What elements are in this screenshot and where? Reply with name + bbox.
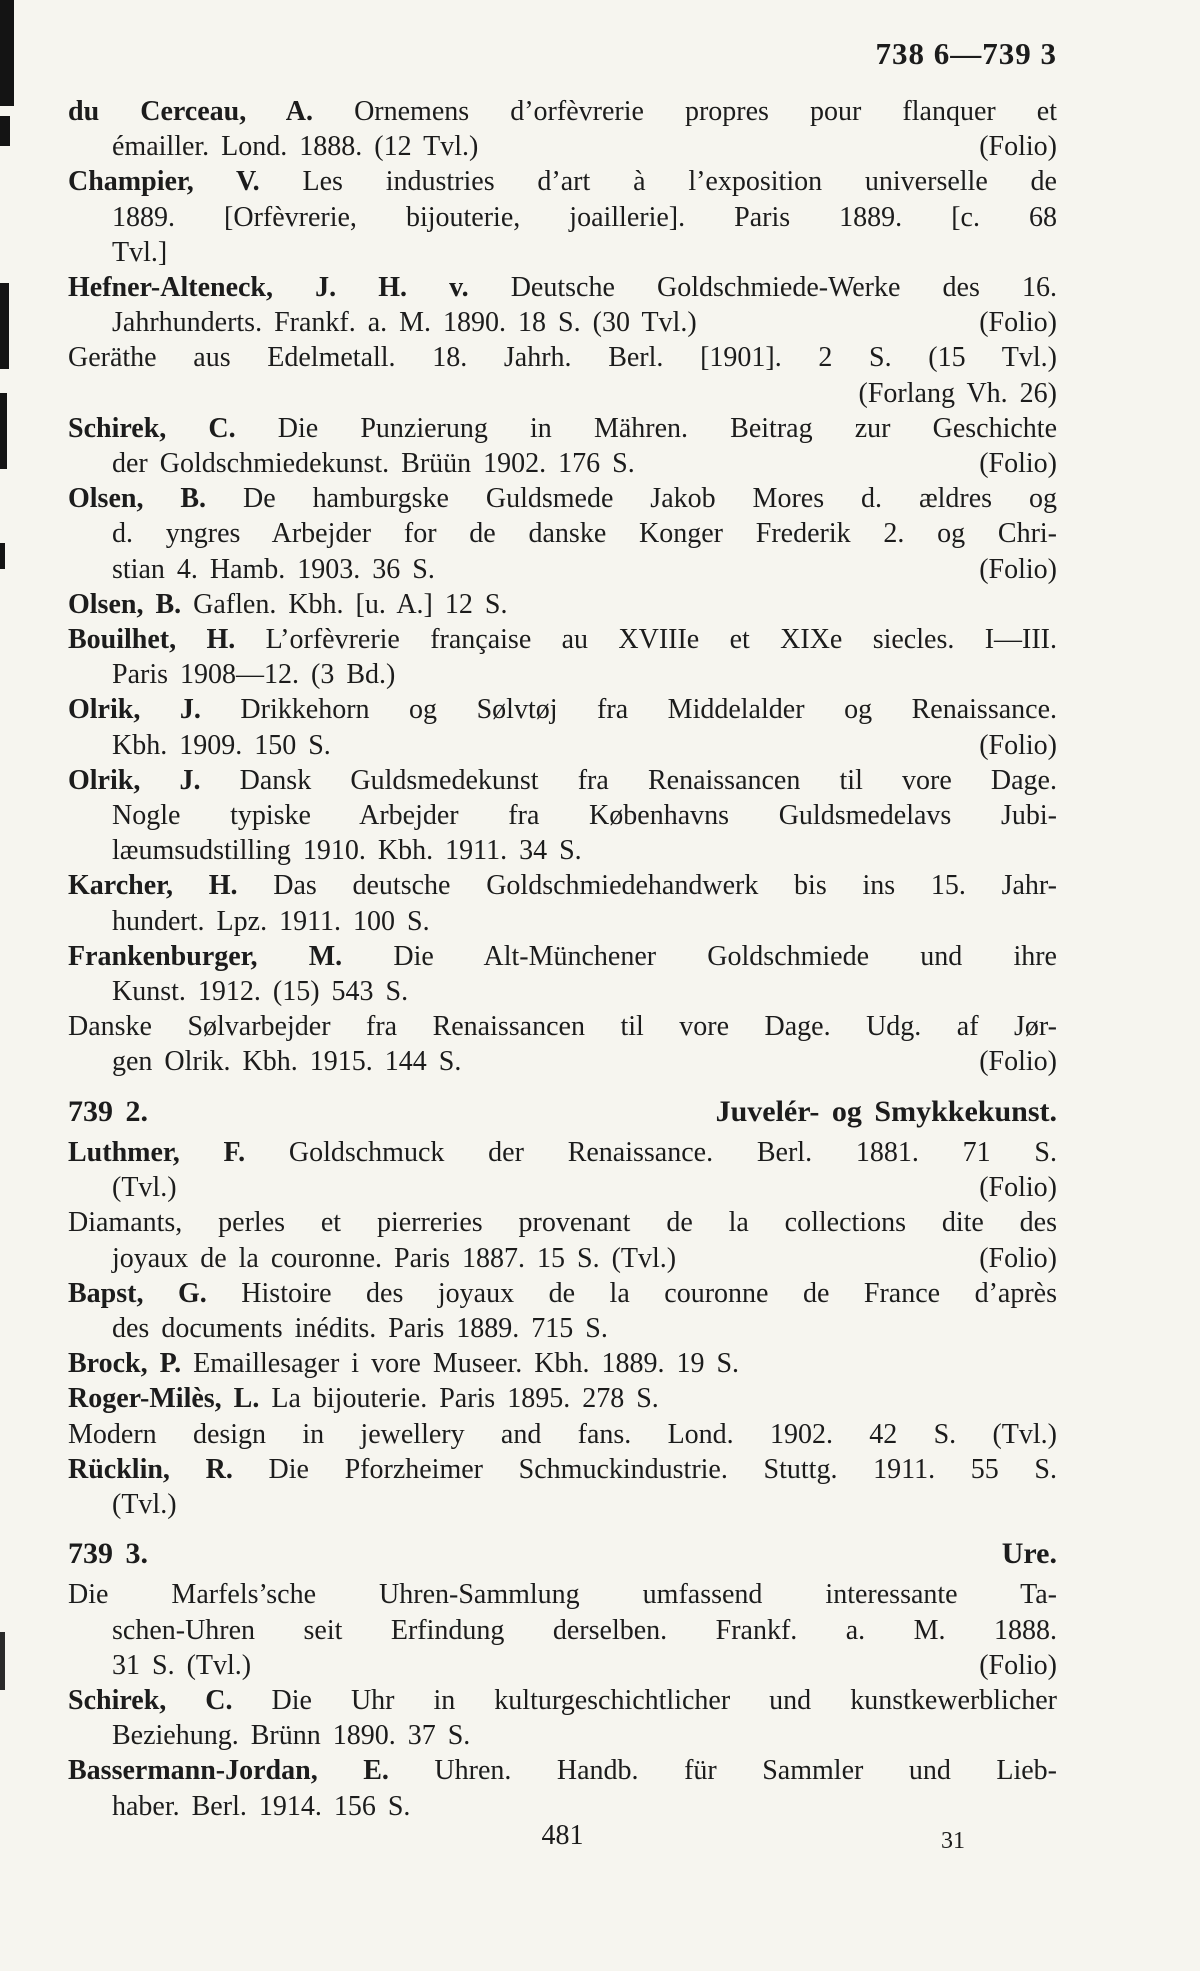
entry-line [68, 411, 1057, 446]
entry-text [112, 1241, 676, 1276]
entry-text: Danske Sølvarbejder fra Renaissancen til vore Dage. Udg. af Jør- [68, 1011, 1057, 1043]
entry-line [68, 164, 1057, 199]
entry-text: Jahrhunderts. Frankf. a. M. 1890. 18 S. (30 Tvl.) [112, 307, 697, 339]
entry-text [112, 446, 635, 481]
entry-line [68, 1577, 1057, 1612]
entry-text: stian 4. Hamb. 1903. 36 S. [112, 553, 435, 585]
author-name: Roger-Milès, L. [68, 1383, 260, 1415]
running-head-classmark: 738 6—739 3 [875, 36, 1057, 71]
entry-text: der Goldschmiedekunst. Brüün 1902. 176 S. [112, 448, 635, 480]
entry-text: Ornemens d’orfèvrerie propres pour flanquer et [312, 96, 1057, 127]
author-name: Bassermann-Jordan, E. [68, 1755, 389, 1787]
author-name: Schirek, C. [68, 412, 236, 444]
entry-text: Die Alt-Münchener Goldschmiede und ihre [342, 940, 1057, 972]
section-heading [68, 1536, 1057, 1571]
entry-text: Kbh. 1909. 150 S. [112, 729, 331, 761]
entry-text: Gaflen. Kbh. [u. A.] 12 S. [181, 588, 508, 620]
entry-text: Die Pforzheimer Schmuckindustrie. Stuttg. 1911. 55 S. [232, 1453, 1057, 1485]
author-name: Hefner-Alteneck, J. H. v. [68, 272, 469, 304]
entry-line [68, 904, 1057, 939]
format-note: (Folio) [979, 729, 1057, 761]
entry-line [68, 692, 1057, 727]
printer-signature: 31 [941, 1828, 965, 1854]
section-title: Ure. [1001, 1537, 1057, 1571]
entry-text [112, 305, 697, 340]
entry-line [68, 833, 1057, 868]
entry-line [68, 1753, 1057, 1788]
entry-line [68, 481, 1057, 516]
entry-line [68, 1205, 1057, 1240]
entry-text: L’orfèvrerie française au XVIIIe et XIXe siecles. I—III. [235, 624, 1057, 656]
entry-text [112, 1170, 177, 1205]
entry-line [68, 1276, 1057, 1311]
format-note: (Folio) [979, 448, 1057, 480]
format-note: (Folio) [979, 1046, 1057, 1078]
entry-text: Histoire des joyaux de la couronne de France d’après [206, 1277, 1058, 1309]
entry-text: schen-Uhren seit Erfindung derselben. Frankf. a. M. 1888. [112, 1614, 1057, 1646]
entry-line [68, 1648, 1057, 1683]
entry-text: Die Marfels’sche Uhren-Sammlung umfassend interessante Ta- [68, 1579, 1057, 1611]
entry-text [112, 1044, 461, 1079]
entry-line [68, 1487, 1057, 1522]
entry-text: Uhren. Handb. für Sammler und Lieb- [388, 1755, 1057, 1787]
entry-line [68, 939, 1057, 974]
entry-text: Paris 1908—12. (3 Bd.) [112, 659, 396, 691]
entry-line [68, 587, 1057, 622]
format-note: (Forlang Vh. 26) [858, 377, 1057, 409]
entry-text: De hamburgske Guldsmede Jakob Mores d. ældres og [206, 483, 1057, 515]
entry-text: Das deutsche Goldschmiedehandwerk bis ins 15. Jahr- [237, 870, 1058, 902]
entry-text [112, 129, 478, 164]
author-name: Karcher, H. [68, 870, 238, 902]
entry-text: Modern design in jewellery and fans. Lond. 1902. 42 S. (Tvl.) [68, 1418, 1057, 1450]
entry-text: læumsudstilling 1910. Kbh. 1911. 34 S. [112, 835, 582, 867]
entry-text: Drikkehorn og Sølvtøj fra Middelalder og Renaissance. [200, 694, 1057, 726]
entry-text: gen Olrik. Kbh. 1915. 144 S. [112, 1046, 462, 1078]
entry-text: 1889. [Orfèvrerie, bijouterie, joaillerie]. Paris 1889. [c. 68 [112, 201, 1057, 233]
entry-line [68, 1044, 1057, 1079]
format-note: (Folio) [979, 553, 1057, 585]
entry-line [68, 1381, 1057, 1416]
entry-text: Nogle typiske Arbejder fra Københavns Guldsmedelavs Jubi- [112, 800, 1057, 832]
bibliography-entries [68, 94, 1057, 1824]
entry-text: Geräthe aus Edelmetall. 18. Jahrh. Berl. [1901]. 2 S. (15 Tvl.) [68, 342, 1057, 374]
entry-line [68, 1452, 1057, 1487]
author-name: Olrik, J. [68, 694, 201, 726]
entry-line [68, 1613, 1057, 1648]
entry-line [68, 763, 1057, 798]
format-note: (Folio) [979, 1649, 1057, 1681]
format-note: (Folio) [979, 131, 1057, 163]
entry-text: haber. Berl. 1914. 156 S. [112, 1790, 411, 1822]
entry-line [68, 1683, 1057, 1718]
section-title: Juvelér- og Smykkekunst. [715, 1094, 1057, 1128]
entry-line [68, 376, 1057, 411]
entry-line [68, 340, 1057, 375]
author-name: Olrik, J. [68, 764, 201, 796]
entry-line [68, 94, 1057, 129]
entry-text: Dansk Guldsmedekunst fra Renaissancen til vore Dage. [200, 764, 1057, 796]
entry-text: émailler. Lond. 1888. (12 Tvl.) [112, 131, 479, 163]
entry-line [68, 1009, 1057, 1044]
entry-line [68, 552, 1057, 587]
entry-line [68, 516, 1057, 551]
author-name: Frankenburger, M. [68, 940, 343, 972]
entry-text: (Tvl.) [112, 1172, 177, 1204]
entry-line [68, 657, 1057, 692]
author-name: Schirek, C. [68, 1684, 233, 1716]
entry-line [68, 1417, 1057, 1452]
entry-line [68, 1135, 1057, 1170]
author-name: 739 3. [68, 1537, 148, 1571]
entry-line [68, 200, 1057, 235]
entry-line [68, 1170, 1057, 1205]
author-name: Brock, P. [68, 1348, 182, 1380]
entry-line [68, 446, 1057, 481]
format-note: (Folio) [979, 1172, 1057, 1204]
entry-text [68, 1536, 148, 1571]
entry-line [68, 974, 1057, 1009]
entry-text [112, 728, 331, 763]
entry-line [68, 1346, 1057, 1381]
entry-line [68, 129, 1057, 164]
entry-line [68, 798, 1057, 833]
entry-text: Beziehung. Brünn 1890. 37 S. [112, 1720, 471, 1752]
entry-text: Kunst. 1912. (15) 543 S. [112, 976, 409, 1008]
author-name: 739 2. [68, 1094, 148, 1128]
author-name: Olsen, B. [68, 588, 182, 620]
entry-text [112, 552, 435, 587]
entry-text: 31 S. (Tvl.) [112, 1649, 252, 1681]
entry-text: Deutsche Goldschmiede-Werke des 16. [468, 272, 1057, 304]
entry-text: (Tvl.) [112, 1488, 177, 1520]
entry-line [68, 305, 1057, 340]
entry-text [112, 1648, 251, 1683]
entry-text: des documents inédits. Paris 1889. 715 S. [112, 1312, 608, 1344]
entry-line [68, 728, 1057, 763]
author-name: Bapst, G. [68, 1277, 207, 1309]
entry-text: Die Uhr in kulturgeschichtlicher und kunstkewerblicher [232, 1684, 1058, 1716]
author-name: du Cerceau, A. [68, 96, 313, 127]
page-number: 481 [541, 1820, 584, 1851]
author-name: Luthmer, F. [68, 1136, 246, 1168]
format-note: (Folio) [979, 1242, 1057, 1274]
entry-line [68, 235, 1057, 270]
scan-artifact [0, 543, 5, 569]
entry-text: Goldschmuck der Renaissance. Berl. 1881. 71 S. [245, 1136, 1057, 1168]
entry-text: Les industries d’art à l’exposition universelle de [259, 166, 1057, 198]
scan-artifact [0, 0, 14, 106]
author-name: Rücklin, R. [68, 1453, 233, 1485]
entry-text: La bijouterie. Paris 1895. 278 S. [259, 1383, 659, 1415]
page-footer [68, 1820, 1057, 1866]
entry-line [68, 1789, 1057, 1824]
section-heading [68, 1094, 1057, 1129]
entry-line [68, 622, 1057, 657]
author-name: Champier, V. [68, 166, 260, 198]
entry-text: Tvl.] [112, 236, 168, 268]
entry-line [68, 1241, 1057, 1276]
entry-text: joyaux de la couronne. Paris 1887. 15 S. (Tvl.) [112, 1242, 677, 1274]
entry-text: Diamants, perles et pierreries provenant de la collections dite des [68, 1207, 1057, 1239]
entry-text [68, 1094, 148, 1129]
scan-artifact [0, 283, 9, 369]
entry-line [68, 1718, 1057, 1753]
scan-artifact [0, 116, 10, 146]
author-name: Bouilhet, H. [68, 624, 236, 656]
entry-text: Die Punzierung in Mähren. Beitrag zur Geschichte [235, 412, 1057, 444]
format-note: (Folio) [979, 307, 1057, 339]
entry-line [68, 270, 1057, 305]
entry-text: d. yngres Arbejder for de danske Konger Frederik 2. og Chri- [112, 518, 1057, 550]
scan-artifact [0, 393, 7, 469]
entry-line [68, 1311, 1057, 1346]
entry-text: hundert. Lpz. 1911. 100 S. [112, 905, 430, 937]
author-name: Olsen, B. [68, 483, 207, 515]
entry-text: Emaillesager i vore Museer. Kbh. 1889. 19 S. [181, 1348, 740, 1380]
entry-line [68, 868, 1057, 903]
scan-artifact [0, 1632, 5, 1690]
